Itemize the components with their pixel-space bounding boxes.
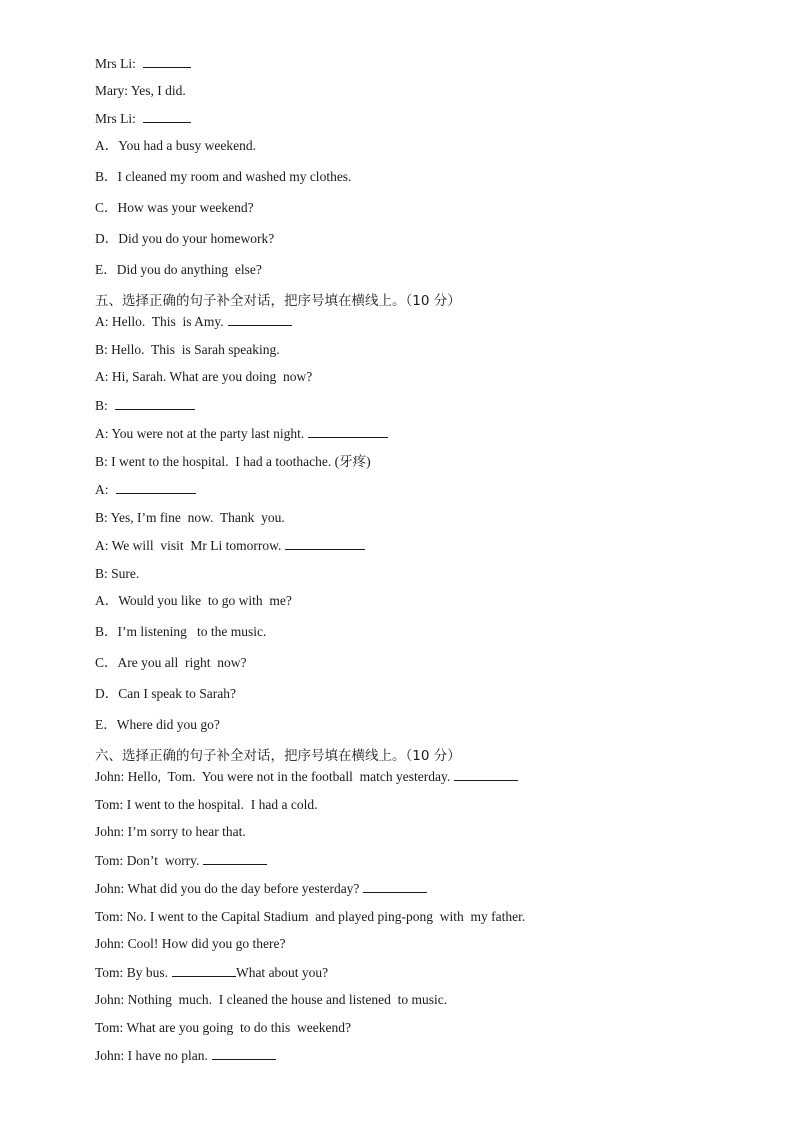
dialogue-line: [95, 934, 735, 954]
answer-option: E．Where did you go?: [95, 717, 220, 732]
speaker-label: John:: [95, 936, 128, 951]
dialogue-text: Hello, Tom. You were not in the football match yesterday.: [127, 769, 451, 784]
section6-dialogue: [95, 766, 735, 1066]
answer-option: C．How was your weekend?: [95, 200, 254, 215]
answer-blank[interactable]: [454, 766, 518, 781]
dialogue-line: [95, 367, 735, 387]
dialogue-line: [95, 479, 735, 500]
speaker-label: John:: [95, 824, 128, 839]
dialogue-text: I’m sorry to hear that.: [127, 824, 246, 839]
answer-blank[interactable]: [143, 108, 191, 123]
speaker-label: John:: [95, 881, 128, 896]
answer-blank[interactable]: [203, 850, 267, 865]
dialogue-line: [95, 962, 735, 983]
dialogue-line: [95, 766, 735, 787]
dialogue-line: [95, 795, 735, 815]
answer-option: E．Did you do anything else?: [95, 262, 262, 277]
dialogue-line: [95, 81, 735, 101]
dialogue-text: Hi, Sarah. What are you doing now?: [111, 369, 313, 384]
dialogue-line: [95, 108, 735, 129]
answer-option: D．Can I speak to Sarah?: [95, 686, 236, 701]
speaker-label: Tom:: [95, 1019, 127, 1035]
dialogue-line: [95, 452, 735, 472]
dialogue-text: Cool! How did you go there?: [127, 936, 286, 951]
dialogue-text: I went to the hospital. I had a toothache. (牙疼): [111, 453, 371, 469]
answer-blank[interactable]: [143, 53, 191, 68]
dialogue-text: What did you do the day before yesterday?: [127, 881, 360, 896]
dialogue-line: [95, 564, 735, 584]
dialogue-text: Sure.: [111, 565, 140, 581]
dialogue-line: [95, 878, 735, 899]
answer-option: B．I cleaned my room and washed my clothes.: [95, 169, 352, 184]
speaker-label: B:: [95, 341, 112, 357]
dialogue-line: [95, 423, 735, 444]
speaker-label: B:: [95, 565, 112, 581]
dialogue-line: [95, 850, 735, 871]
dialogue-line: [95, 1045, 735, 1066]
answer-blank[interactable]: [212, 1045, 276, 1060]
section6-heading: 六、选择正确的句子补全对话，把序号填在横线上。（10 分）: [95, 748, 461, 764]
speaker-label: A:: [95, 314, 112, 329]
answer-option: B．I’m listening to the music.: [95, 624, 267, 639]
dialogue-text: Nothing much. I cleaned the house and listened to music.: [127, 992, 448, 1007]
dialogue-line: [95, 822, 735, 842]
dialogue-line: [95, 1018, 735, 1038]
dialogue-text: I have no plan.: [127, 1048, 208, 1063]
dialogue-text: What are you going to do this weekend?: [126, 1019, 352, 1035]
dialogue-line: [95, 508, 735, 528]
speaker-label: Tom:: [95, 796, 127, 812]
dialogue-line: [95, 340, 735, 360]
section5-options: [95, 591, 735, 735]
speaker-label: John:: [95, 992, 128, 1007]
answer-blank[interactable]: [228, 311, 292, 326]
dialogue-text: Don’t worry.: [126, 852, 200, 868]
answer-blank[interactable]: [172, 962, 236, 977]
speaker-label: B:: [95, 453, 112, 469]
dialogue-text: No. I went to the Capital Stadium and played ping-pong with my father.: [126, 908, 526, 924]
section5-dialogue: [95, 311, 735, 584]
dialogue-line: [95, 907, 735, 927]
speaker-label: B:: [95, 397, 112, 413]
dialogue-text: By bus.: [126, 964, 168, 980]
dialogue-line: [95, 311, 735, 332]
speaker-label: John:: [95, 1048, 128, 1063]
speaker-label: Mary:: [95, 83, 131, 98]
answer-option: D．Did you do your homework?: [95, 231, 275, 246]
dialogue-text: I went to the hospital. I had a cold.: [126, 796, 318, 812]
answer-option: A．Would you like to go with me?: [95, 593, 292, 608]
dialogue-text: Yes, I did.: [130, 83, 186, 98]
speaker-label: A:: [95, 482, 112, 497]
speaker-label: A:: [95, 369, 112, 384]
dialogue-text: What about you?: [235, 964, 329, 980]
dialogue-text: We will visit Mr Li tomorrow.: [111, 538, 282, 553]
section4-dialogue: [95, 53, 735, 129]
answer-option: A．You had a busy weekend.: [95, 138, 256, 153]
dialogue-text: You were not at the party last night.: [111, 426, 305, 441]
answer-option: C．Are you all right now?: [95, 655, 247, 670]
answer-blank[interactable]: [115, 395, 195, 410]
speaker-label: Mrs Li:: [95, 111, 140, 126]
worksheet-page: [95, 53, 735, 1074]
dialogue-line: [95, 535, 735, 556]
answer-blank[interactable]: [116, 479, 196, 494]
section5-heading: 五、选择正确的句子补全对话，把序号填在横线上。（10 分）: [95, 293, 461, 309]
section4-options: [95, 136, 735, 280]
speaker-label: Tom:: [95, 908, 127, 924]
speaker-label: A:: [95, 538, 112, 553]
dialogue-text: Hello. This is Sarah speaking.: [111, 341, 280, 357]
answer-blank[interactable]: [363, 878, 427, 893]
speaker-label: A:: [95, 426, 112, 441]
dialogue-text: Hello. This is Amy.: [111, 314, 224, 329]
dialogue-line: [95, 395, 735, 416]
answer-blank[interactable]: [285, 535, 365, 550]
answer-blank[interactable]: [308, 423, 388, 438]
speaker-label: Mrs Li:: [95, 56, 140, 71]
speaker-label: Tom:: [95, 964, 127, 980]
speaker-label: John:: [95, 769, 128, 784]
speaker-label: B:: [95, 509, 111, 525]
speaker-label: Tom:: [95, 852, 127, 868]
dialogue-line: [95, 53, 735, 74]
dialogue-line: [95, 990, 735, 1010]
dialogue-text: Yes, I’m fine now. Thank you.: [110, 509, 285, 525]
